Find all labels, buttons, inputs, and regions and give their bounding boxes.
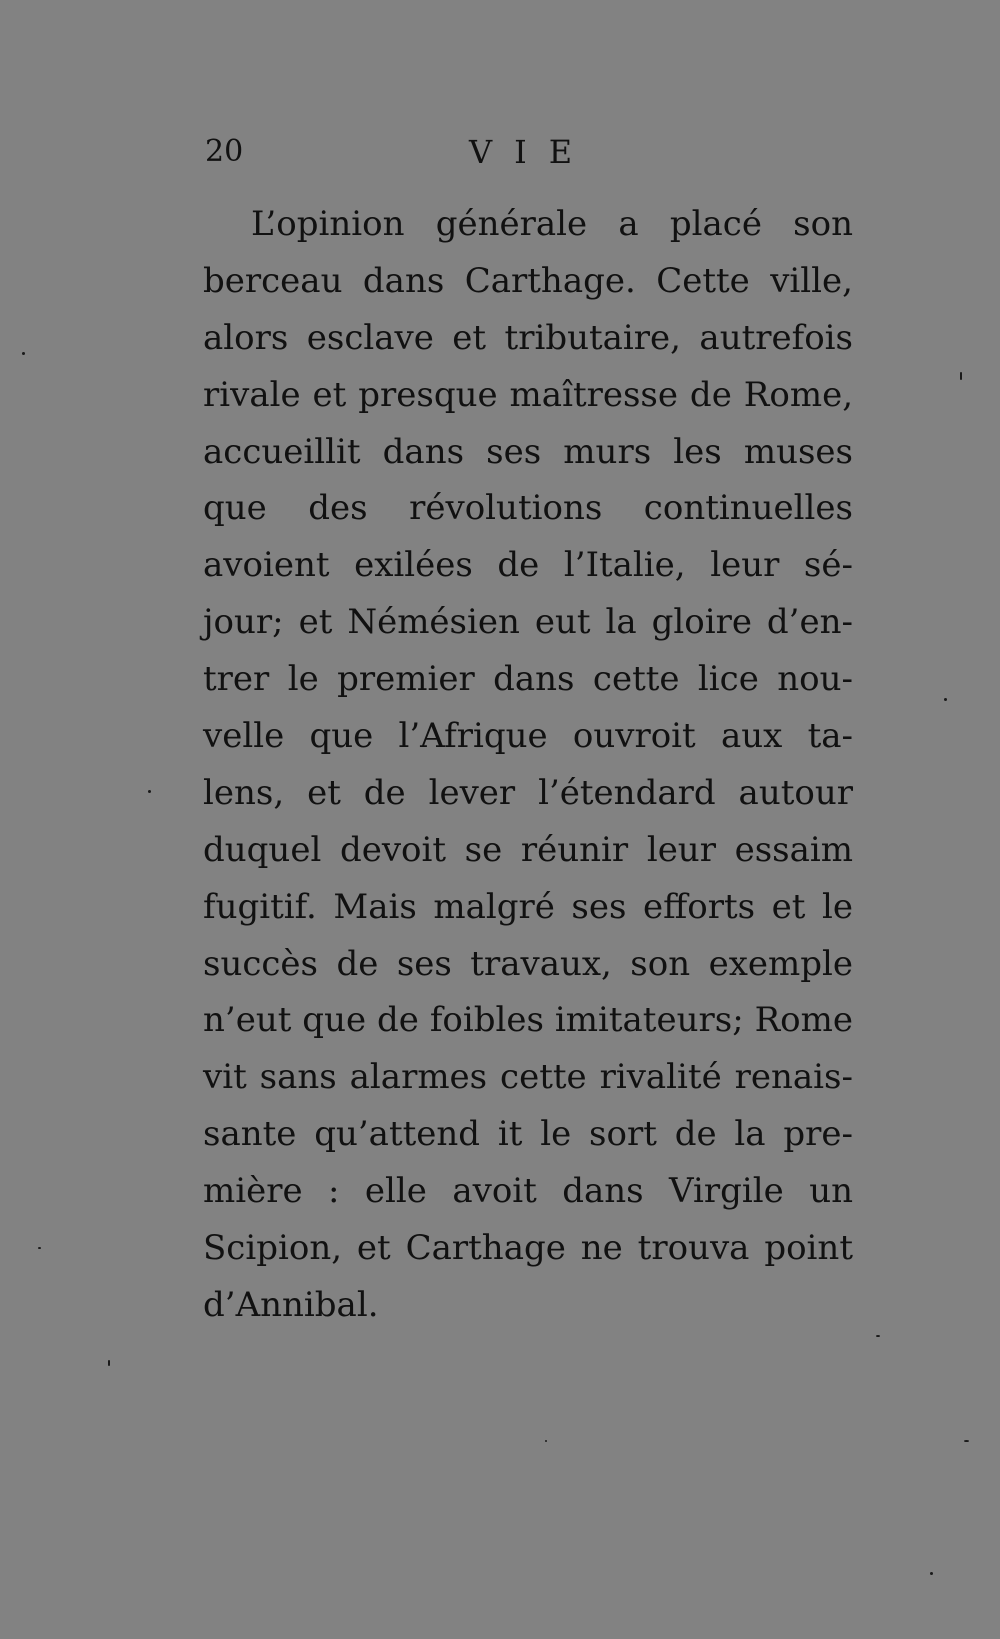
body-paragraph (203, 196, 853, 1334)
text-line: sante qu’attend it le sort de la pre- (203, 1114, 853, 1155)
text-line: d’Annibal. (203, 1284, 379, 1325)
text-line: que des révolutions continuelles (203, 488, 853, 529)
text-line: Scipion, et Carthage ne trouva point (203, 1228, 853, 1269)
scan-speck (964, 1440, 969, 1442)
scan-speck (545, 1440, 547, 1442)
text-line: rivale et presque maîtresse de Rome, (203, 374, 853, 415)
scan-speck (22, 352, 25, 355)
text-line: jour; et Némésien eut la gloire d’en- (203, 602, 853, 643)
text-line: vit sans alarmes cette rivalité renais- (203, 1057, 853, 1098)
text-line: alors esclave et tributaire, autrefois (203, 317, 853, 358)
scan-speck (148, 790, 151, 793)
text-line: succès de ses travaux, son exemple (203, 943, 853, 984)
text-line: fugitif. Mais malgré ses efforts et le (203, 886, 853, 927)
text-line: avoient exilées de l’Italie, leur sé- (203, 545, 853, 586)
scan-speck (108, 1360, 110, 1366)
running-title: VIE (469, 133, 595, 171)
scan-speck (960, 372, 962, 380)
scan-speck (930, 1572, 933, 1575)
text-line: velle que l’Afrique ouvroit aux ta- (203, 716, 853, 757)
text-line: lens, et de lever l’étendard autour (203, 772, 853, 813)
text-line: trer le premier dans cette lice nou- (203, 659, 853, 700)
running-head (205, 132, 855, 182)
page-number: 20 (205, 134, 244, 169)
text-line: L’opinion générale a placé son (251, 204, 853, 244)
text-line: n’eut que de foibles imitateurs; Rome (203, 1000, 853, 1041)
scan-speck (876, 1335, 880, 1337)
scan-speck (38, 1247, 41, 1249)
text-line: duquel devoit se réunir leur essaim (203, 829, 853, 870)
text-line: mière : elle avoit dans Virgile un (203, 1171, 853, 1212)
scan-speck (944, 698, 947, 701)
text-line: accueillit dans ses murs les muses (203, 431, 853, 472)
text-line: berceau dans Carthage. Cette ville, (203, 260, 853, 301)
